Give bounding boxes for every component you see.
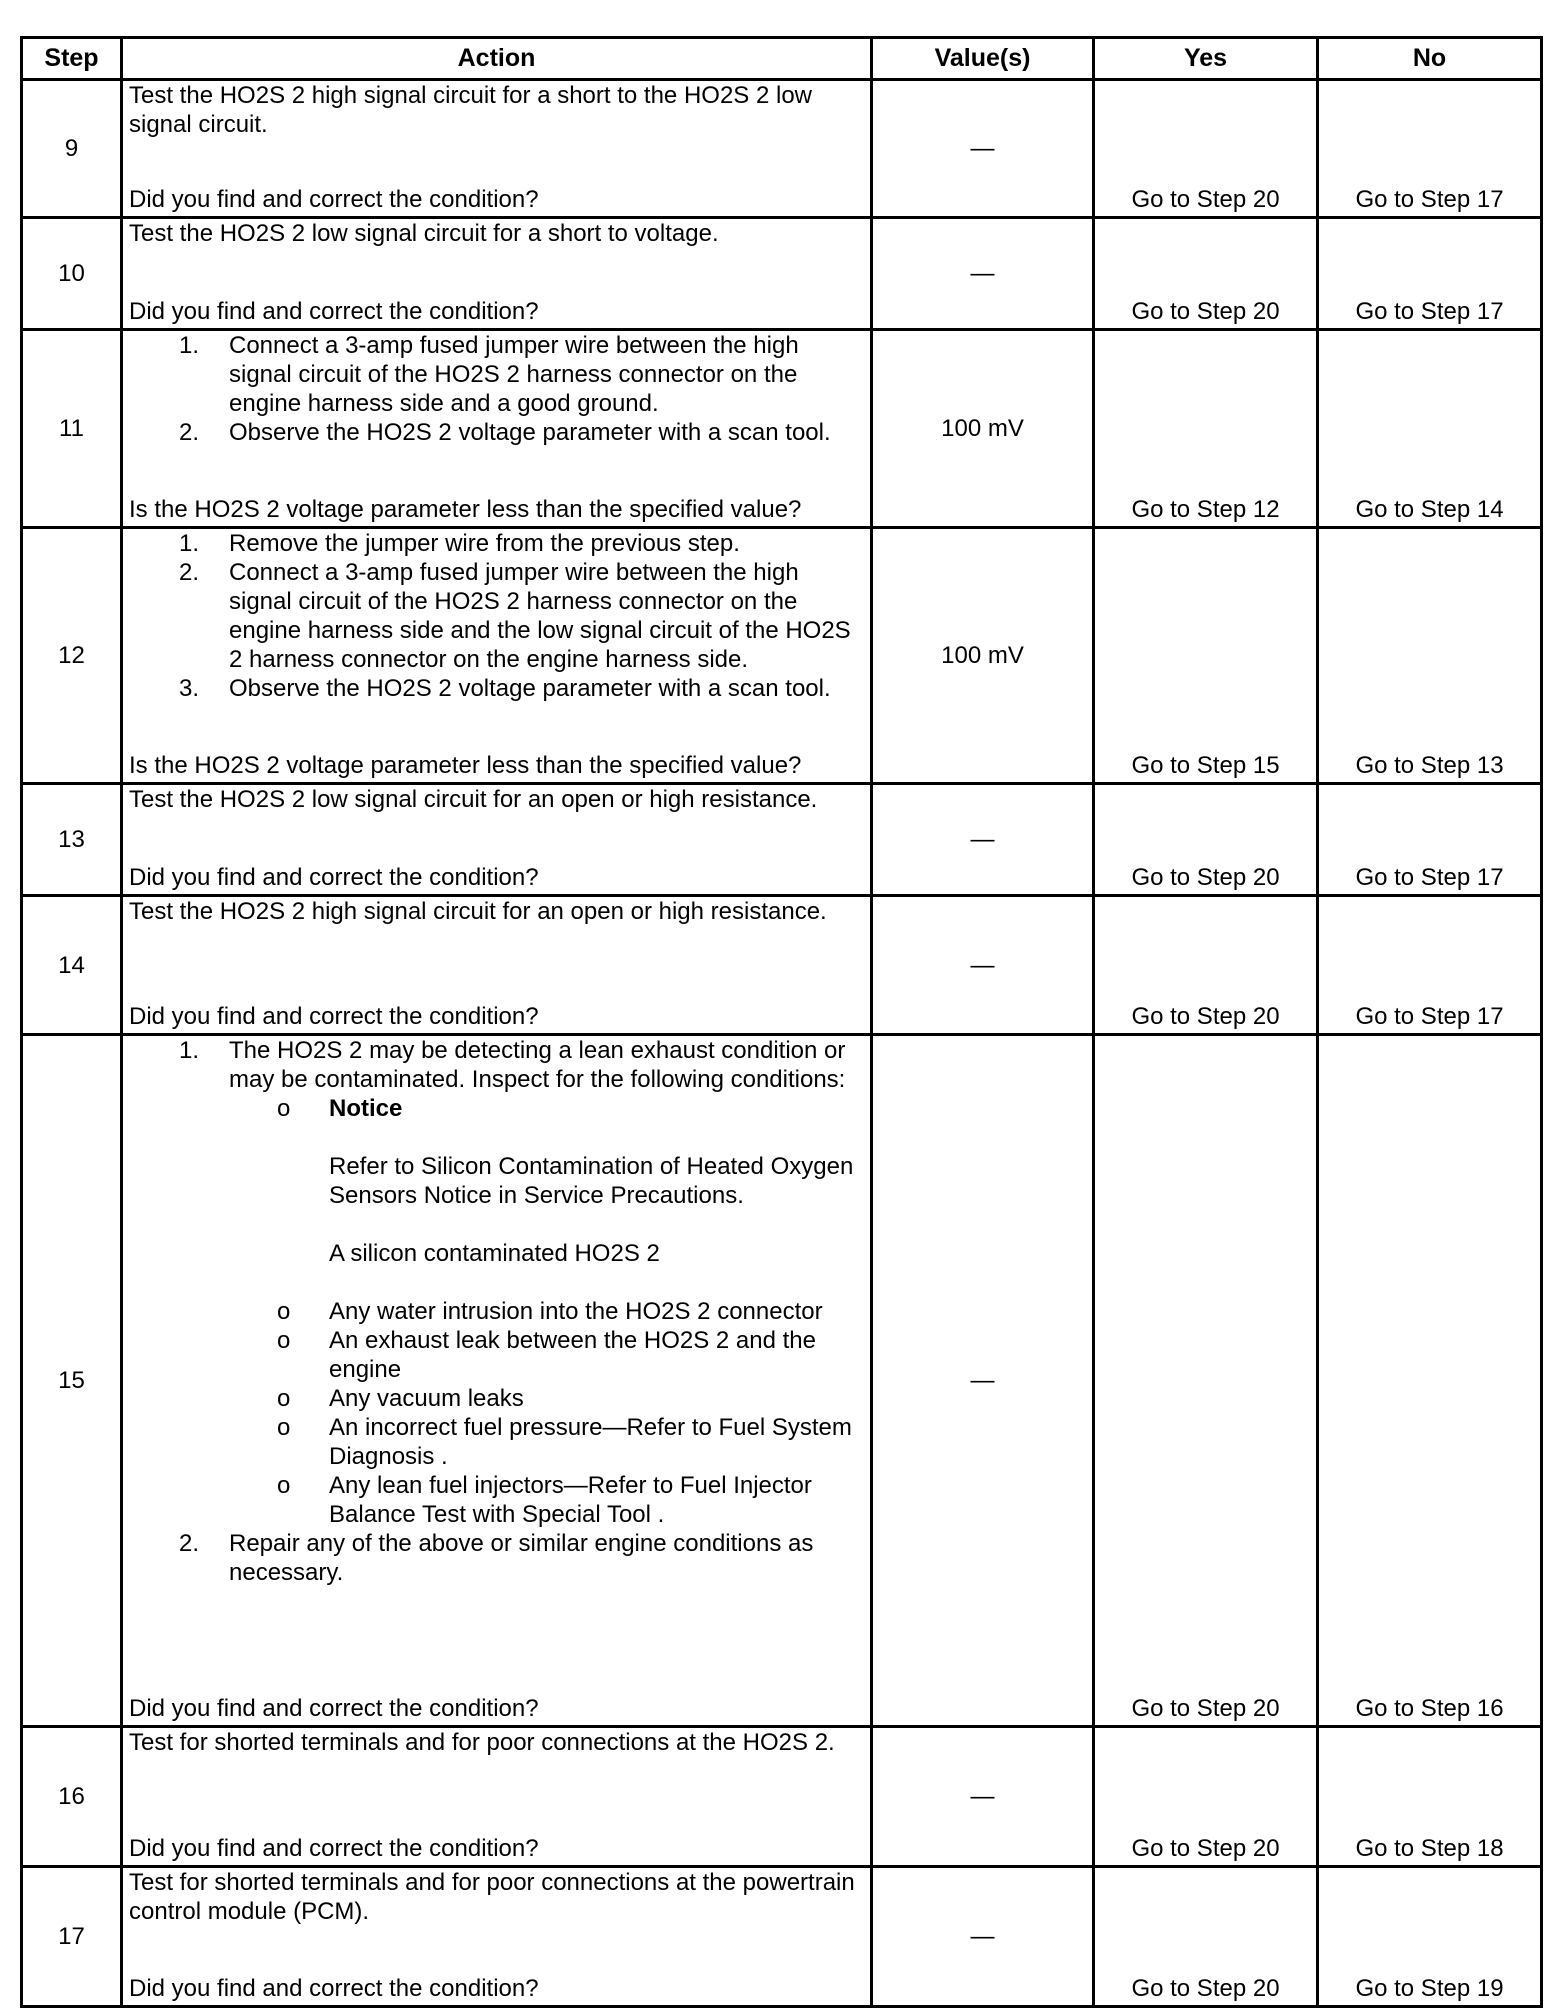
step-number: 9	[22, 80, 122, 218]
action-list	[129, 1036, 866, 1587]
list-number: 2.	[179, 559, 200, 586]
yes-cell: Go to Step 20	[1094, 1727, 1318, 1867]
action-question: Did you find and correct the condition?	[129, 864, 539, 891]
value-cell: 100 mV	[872, 330, 1094, 528]
list-item	[129, 331, 866, 418]
condition-text: An exhaust leak between the HO2S 2 and the engine	[329, 1327, 816, 1383]
no-cell: Go to Step 17	[1318, 784, 1542, 896]
action-question: Is the HO2S 2 voltage parameter less than the specified value?	[129, 496, 802, 523]
table-row	[22, 784, 1542, 896]
action-list	[129, 331, 866, 447]
list-item	[229, 1413, 866, 1471]
header-no: No	[1318, 38, 1542, 80]
action-cell	[122, 1727, 872, 1867]
table-row	[22, 528, 1542, 784]
table-row	[22, 896, 1542, 1035]
value-cell: —	[872, 1727, 1094, 1867]
yes-cell: Go to Step 20	[1094, 218, 1318, 330]
value-cell: —	[872, 896, 1094, 1035]
no-cell: Go to Step 18	[1318, 1727, 1542, 1867]
action-cell	[122, 330, 872, 528]
bullet-marker: o	[277, 1385, 291, 1412]
yes-cell: Go to Step 15	[1094, 528, 1318, 784]
action-text: Test the HO2S 2 high signal circuit for an open or high resistance.	[129, 898, 827, 925]
yes-cell: Go to Step 20	[1094, 80, 1318, 218]
yes-cell: Go to Step 20	[1094, 784, 1318, 896]
list-item-text: Remove the jumper wire from the previous step.	[229, 530, 740, 557]
list-item-text: Repair any of the above or similar engine conditions as necessary.	[229, 1530, 814, 1586]
list-item	[229, 1384, 866, 1413]
value-cell: —	[872, 80, 1094, 218]
bullet-marker: o	[277, 1472, 291, 1499]
bullet-marker: o	[277, 1095, 291, 1122]
list-number: 1.	[179, 1037, 200, 1064]
notice-condition: A silicon contaminated HO2S 2	[329, 1240, 660, 1267]
bullet-marker: o	[277, 1298, 291, 1325]
list-number: 1.	[179, 530, 200, 557]
value-cell: —	[872, 218, 1094, 330]
notice-title: Notice	[329, 1095, 403, 1122]
action-cell	[122, 896, 872, 1035]
conditions-list	[229, 1094, 866, 1529]
yes-cell: Go to Step 20	[1094, 1035, 1318, 1727]
step-number: 12	[22, 528, 122, 784]
action-cell	[122, 1867, 872, 2007]
table-row	[22, 1035, 1542, 1727]
list-number: 2.	[179, 419, 200, 446]
no-cell: Go to Step 16	[1318, 1035, 1542, 1727]
no-cell: Go to Step 17	[1318, 80, 1542, 218]
action-text: Test for shorted terminals and for poor connections at the powertrain control module (PCM).	[129, 1869, 855, 1925]
list-item	[129, 418, 866, 447]
condition-text: Any vacuum leaks	[329, 1385, 524, 1412]
no-cell: Go to Step 14	[1318, 330, 1542, 528]
step-number: 16	[22, 1727, 122, 1867]
list-item	[129, 558, 866, 674]
list-number: 3.	[179, 675, 200, 702]
value-cell: 100 mV	[872, 528, 1094, 784]
yes-cell: Go to Step 12	[1094, 330, 1318, 528]
step-number: 10	[22, 218, 122, 330]
action-question: Is the HO2S 2 voltage parameter less than the specified value?	[129, 752, 802, 779]
list-item	[229, 1094, 866, 1297]
yes-cell: Go to Step 20	[1094, 896, 1318, 1035]
bullet-marker: o	[277, 1414, 291, 1441]
action-text: Test the HO2S 2 high signal circuit for a short to the HO2S 2 low signal circuit.	[129, 82, 812, 138]
list-item-text: Observe the HO2S 2 voltage parameter with a scan tool.	[229, 419, 831, 446]
header-yes: Yes	[1094, 38, 1318, 80]
header-values: Value(s)	[872, 38, 1094, 80]
list-item-text: Observe the HO2S 2 voltage parameter with a scan tool.	[229, 675, 831, 702]
action-text: Test the HO2S 2 low signal circuit for a short to voltage.	[129, 220, 719, 247]
value-cell: —	[872, 784, 1094, 896]
action-cell	[122, 80, 872, 218]
condition-text: Any lean fuel injectors—Refer to Fuel Injector Balance Test with Special Tool .	[329, 1472, 812, 1528]
no-cell: Go to Step 17	[1318, 896, 1542, 1035]
no-cell: Go to Step 13	[1318, 528, 1542, 784]
action-question: Did you find and correct the condition?	[129, 298, 539, 325]
list-item-text: Connect a 3-amp fused jumper wire between the high signal circuit of the HO2S 2 harness connector on the engine harness side and a good ground.	[229, 332, 799, 417]
step-number: 14	[22, 896, 122, 1035]
notice-text: Refer to Silicon Contamination of Heated Oxygen Sensors Notice in Service Precautions.	[329, 1153, 854, 1209]
action-question: Did you find and correct the condition?	[129, 1975, 539, 2002]
list-item	[129, 1529, 866, 1587]
action-cell	[122, 218, 872, 330]
list-item	[229, 1326, 866, 1384]
action-cell	[122, 1035, 872, 1727]
table-row	[22, 330, 1542, 528]
action-question: Did you find and correct the condition?	[129, 1003, 539, 1030]
step-number: 13	[22, 784, 122, 896]
action-question: Did you find and correct the condition?	[129, 1695, 539, 1722]
yes-cell: Go to Step 20	[1094, 1867, 1318, 2007]
diagnostic-table	[20, 36, 1543, 2008]
action-text: Test for shorted terminals and for poor connections at the HO2S 2.	[129, 1729, 835, 1756]
list-item	[129, 1036, 866, 1529]
table-row	[22, 80, 1542, 218]
no-cell: Go to Step 17	[1318, 218, 1542, 330]
action-text: Test the HO2S 2 low signal circuit for an open or high resistance.	[129, 786, 818, 813]
list-item	[229, 1297, 866, 1326]
list-item-text: Connect a 3-amp fused jumper wire between the high signal circuit of the HO2S 2 harness connector on the engine harness side and the low signal circuit of the HO2S 2 harness connector on the engine harness side.	[229, 559, 851, 673]
header-step: Step	[22, 38, 122, 80]
condition-text: An incorrect fuel pressure—Refer to Fuel System Diagnosis .	[329, 1414, 852, 1470]
table-row	[22, 218, 1542, 330]
header-row	[22, 38, 1542, 80]
action-question: Did you find and correct the condition?	[129, 1835, 539, 1862]
list-item	[129, 674, 866, 703]
table-row	[22, 1727, 1542, 1867]
list-number: 2.	[179, 1530, 200, 1557]
list-item-text: The HO2S 2 may be detecting a lean exhaust condition or may be contaminated. Inspect for the following conditions:	[229, 1037, 846, 1093]
value-cell: —	[872, 1035, 1094, 1727]
action-question: Did you find and correct the condition?	[129, 186, 539, 213]
table-row	[22, 1867, 1542, 2007]
list-item	[229, 1471, 866, 1529]
no-cell: Go to Step 19	[1318, 1867, 1542, 2007]
list-item	[129, 529, 866, 558]
action-list	[129, 529, 866, 703]
step-number: 15	[22, 1035, 122, 1727]
value-cell: —	[872, 1867, 1094, 2007]
action-cell	[122, 784, 872, 896]
bullet-marker: o	[277, 1327, 291, 1354]
step-number: 17	[22, 1867, 122, 2007]
action-cell	[122, 528, 872, 784]
header-action: Action	[122, 38, 872, 80]
condition-text: Any water intrusion into the HO2S 2 connector	[329, 1298, 823, 1325]
list-number: 1.	[179, 332, 200, 359]
diagnostic-table-container	[20, 36, 1543, 2008]
step-number: 11	[22, 330, 122, 528]
